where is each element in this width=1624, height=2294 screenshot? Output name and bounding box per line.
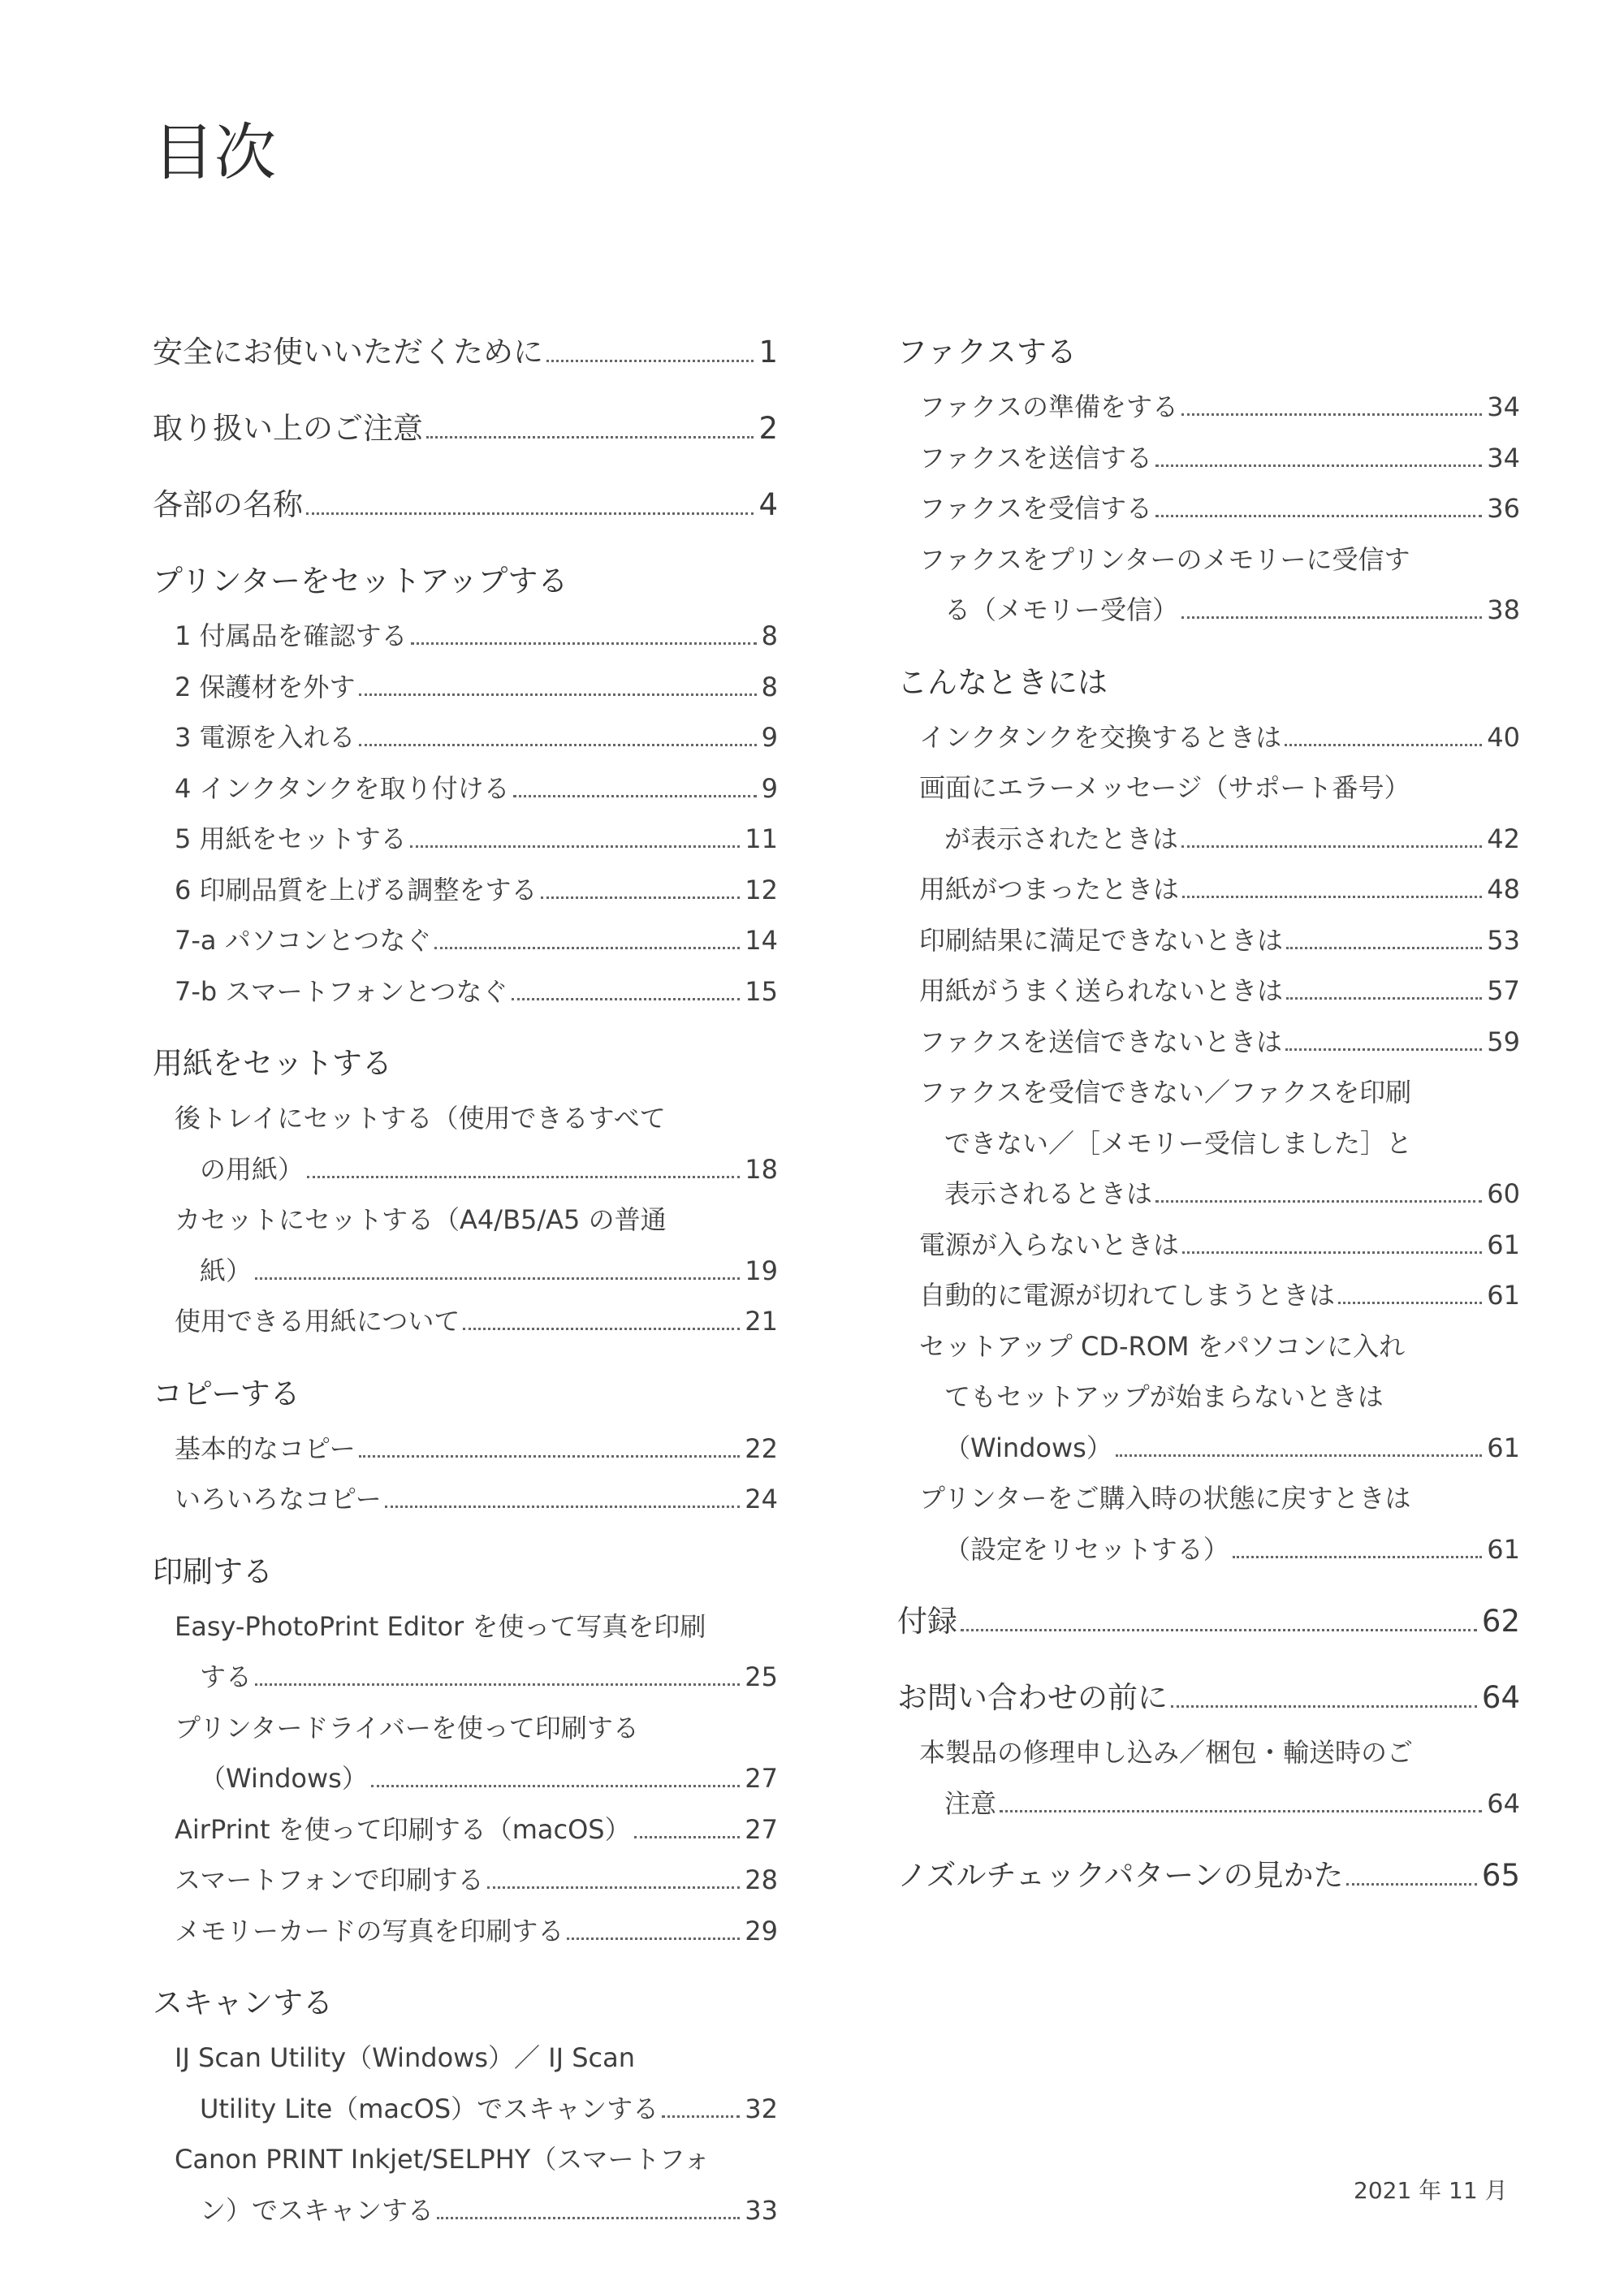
toc-entry-text: ファクスの準備をする [919, 391, 1179, 422]
dot-leader [359, 693, 757, 696]
toc-top-entry[interactable] [153, 323, 778, 382]
toc-entry-line [153, 2185, 778, 2236]
section-heading [153, 1543, 778, 1601]
toc-top-entry[interactable] [897, 1592, 1520, 1651]
toc-entry-text: ファクスを受信できない／ファクスを印刷 [919, 1077, 1412, 1108]
dot-leader [634, 1836, 741, 1838]
toc-entry-text: 取り扱い上のご注意 [153, 411, 423, 446]
toc-entry-line [897, 1270, 1520, 1321]
dot-leader [541, 896, 741, 899]
toc-entry-text: インクタンクを交換するときは [919, 721, 1282, 753]
toc-entry-line [897, 966, 1520, 1017]
toc-entry-line [153, 611, 778, 662]
toc-entry-text: 本製品の修理申し込み／梱包・輸送時のご [919, 1737, 1414, 1768]
page-number: 59 [1487, 1026, 1520, 1057]
toc-entry[interactable] [153, 2134, 778, 2236]
toc-entry-line [153, 1093, 778, 1144]
section-heading-text: 印刷する [153, 1553, 273, 1589]
toc-entry-text: 3 電源を入れる [175, 722, 356, 753]
toc-entry[interactable] [897, 1321, 1520, 1474]
page-number: 57 [1487, 975, 1520, 1006]
toc-entry[interactable] [153, 1906, 778, 1957]
toc-entry-text: 表示されるときは [944, 1178, 1153, 1209]
toc-entry-line [897, 1017, 1520, 1068]
toc-section [153, 1035, 778, 1347]
toc-entry-text: 付録 [897, 1604, 957, 1639]
toc-entry-line [153, 1144, 778, 1195]
dot-leader [1286, 997, 1482, 1000]
section-heading-text: コピーする [153, 1376, 300, 1411]
page-number: 1 [758, 335, 778, 369]
dot-leader [1155, 515, 1482, 517]
toc-entry-line [897, 712, 1520, 763]
toc-entry-text: 安全にお使いいただくために [153, 335, 543, 369]
dot-leader [1233, 1556, 1483, 1558]
page-number: 42 [1487, 823, 1520, 854]
dot-leader [1286, 947, 1482, 949]
page-number: 60 [1487, 1178, 1520, 1209]
page-number: 27 [745, 1763, 778, 1794]
toc-entry-text: ノズルチェックパターンの見かた [897, 1858, 1344, 1893]
toc-entry-line [897, 1169, 1520, 1220]
toc-section [897, 323, 1520, 636]
toc-entry-line [153, 1703, 778, 1754]
toc-entry-line [897, 763, 1520, 814]
toc-entry-line [153, 2033, 778, 2084]
section-heading-text: 用紙をセットする [153, 1046, 392, 1081]
toc-section [897, 1592, 1520, 1651]
page-number: 8 [761, 671, 778, 702]
toc-entry[interactable] [153, 1703, 778, 1804]
toc-section [897, 654, 1520, 1575]
toc-entry-line [153, 966, 778, 1017]
dot-leader [1182, 1251, 1482, 1254]
toc-entry-text: が表示されたときは [944, 823, 1179, 854]
dot-leader [1285, 1048, 1482, 1051]
section-heading-text: こんなときには [897, 664, 1108, 700]
dot-leader [1285, 744, 1482, 746]
toc-entry[interactable] [897, 712, 1520, 763]
toc-entry-line [153, 865, 778, 916]
toc-entry-text: ファクスを受信する [919, 493, 1153, 524]
toc-entry[interactable] [153, 611, 778, 662]
toc-entry[interactable] [153, 1093, 778, 1195]
toc-entry-text: お問い合わせの前に [897, 1680, 1168, 1715]
toc-entry-text: 後トレイにセットする（使用できるすべて [175, 1103, 666, 1134]
toc-entry-text: セットアップ CD-ROM をパソコンに入れ [919, 1330, 1406, 1362]
page-number: 12 [745, 874, 778, 905]
toc-entry-line [153, 1195, 778, 1246]
page-number: 64 [1481, 1680, 1520, 1715]
toc-entry[interactable] [153, 763, 778, 814]
dot-leader [546, 360, 754, 362]
dot-leader [513, 795, 757, 797]
dot-leader [411, 642, 757, 645]
toc-entry[interactable] [897, 763, 1520, 864]
toc-entry[interactable] [897, 1473, 1520, 1575]
dot-leader [1181, 845, 1482, 848]
toc-entry-text: 用紙がうまく送られないときは [919, 975, 1284, 1006]
toc-top-entry[interactable] [897, 1847, 1520, 1905]
toc-entry-text: 各部の名称 [153, 487, 303, 522]
toc-section [153, 552, 778, 1017]
toc-entry-text: 5 用紙をセットする [175, 823, 407, 854]
toc-entry[interactable] [153, 2033, 778, 2134]
toc-entry-line [897, 814, 1520, 865]
toc-entry[interactable] [153, 1601, 778, 1703]
toc-entry-text: 1 付属品を確認する [175, 620, 408, 651]
page-number: 48 [1487, 874, 1520, 905]
toc-entry-line [897, 534, 1520, 585]
toc-entry-text: ファクスをプリンターのメモリーに受信す [919, 543, 1410, 575]
toc-entry-line [897, 915, 1520, 966]
dot-leader [1181, 413, 1482, 416]
section-heading [153, 1365, 778, 1423]
publication-date: 2021 年 11 月 [1354, 2177, 1508, 2204]
toc-entry[interactable] [153, 662, 778, 713]
toc-entry-text: 基本的なコピー [175, 1432, 356, 1464]
page-number: 33 [745, 2194, 778, 2226]
toc-entry[interactable] [897, 382, 1520, 433]
page-number: 25 [745, 1661, 778, 1692]
page-number: 28 [745, 1864, 778, 1895]
dot-leader [487, 1886, 740, 1889]
toc-entry-text: する [200, 1661, 253, 1692]
page-number: 11 [745, 823, 778, 854]
toc-entry-text: 2 保護材を外す [175, 671, 356, 702]
toc-section [153, 1974, 778, 2236]
toc-entry-line [153, 763, 778, 814]
toc-entry[interactable] [897, 1017, 1520, 1068]
toc-entry-line [897, 1524, 1520, 1575]
page-number: 34 [1487, 391, 1520, 422]
page-number: 64 [1487, 1787, 1520, 1819]
dot-leader [255, 1683, 740, 1686]
page-number: 24 [745, 1484, 778, 1514]
toc-entry-text: 使用できる用紙について [175, 1306, 460, 1337]
toc-entry-line [897, 1727, 1520, 1778]
toc-entry-text: AirPrint を使って印刷する（macOS） [175, 1813, 631, 1845]
toc-entry-text: （Windows） [944, 1432, 1112, 1463]
toc-entry-text: カセットにセットする（A4/B5/A5 の普通 [175, 1204, 667, 1235]
toc-entry[interactable] [153, 966, 778, 1017]
toc-entry-text: 印刷結果に満足できないときは [919, 924, 1284, 956]
toc-entry[interactable] [153, 865, 778, 916]
toc-entry-text: プリンターをご購入時の状態に戻すときは [919, 1483, 1411, 1514]
toc-entry-line [153, 1855, 778, 1906]
toc-entry-text: 7-a パソコンとつなぐ [175, 925, 432, 956]
toc-entry-text: 画面にエラーメッセージ（サポート番号） [919, 772, 1410, 803]
toc-entry-text: Easy-PhotoPrint Editor を使って写真を印刷 [175, 1610, 706, 1642]
toc-entry-text: ファクスを送信できないときは [919, 1026, 1283, 1057]
page-number: 2 [758, 411, 778, 446]
toc-entry[interactable] [153, 1474, 778, 1525]
toc-entry-line [153, 712, 778, 763]
toc-entry-line [897, 1118, 1520, 1169]
toc-entry-text: の用紙） [200, 1153, 304, 1185]
page-number: 61 [1487, 1432, 1520, 1463]
toc-entry[interactable] [897, 915, 1520, 966]
toc-entry-line [153, 1652, 778, 1703]
toc-entry-text: 4 インクタンクを取り付ける [175, 772, 510, 804]
section-heading [897, 323, 1520, 382]
dot-leader [307, 1176, 740, 1178]
toc-entry-text: 自動的に電源が切れてしまうときは [919, 1280, 1336, 1311]
page-number: 61 [1487, 1229, 1520, 1260]
toc-entry-line [153, 1804, 778, 1856]
toc-entry[interactable] [897, 864, 1520, 915]
toc-entry[interactable] [153, 1855, 778, 1906]
toc-entry[interactable] [897, 433, 1520, 484]
page-number: 61 [1487, 1533, 1520, 1565]
dot-leader [437, 2217, 740, 2219]
toc-entry-text: 電源が入らないときは [919, 1229, 1180, 1260]
dot-leader [1181, 616, 1482, 619]
toc-entry-line [153, 1296, 778, 1347]
toc-entry[interactable] [897, 1067, 1520, 1220]
page-number: 34 [1487, 442, 1520, 473]
section-heading [153, 552, 778, 611]
toc-entry-text: プリンタードライバーを使って印刷する [175, 1712, 639, 1743]
toc-entry-text: （Windows） [200, 1763, 368, 1794]
toc-entry-line [897, 1067, 1520, 1118]
toc-entry-text: る（メモリー受信） [944, 594, 1179, 625]
dot-leader [306, 512, 754, 515]
page-number: 29 [745, 1915, 778, 1946]
page-number: 53 [1487, 924, 1520, 956]
page-number: 32 [745, 2093, 778, 2124]
toc-entry-text: 6 印刷品質を上げる調整をする [175, 874, 538, 905]
page-number: 21 [745, 1306, 778, 1337]
toc-entry-line [897, 1220, 1520, 1271]
page-number: 27 [745, 1813, 778, 1845]
toc-entry-line [153, 814, 778, 865]
dot-leader [567, 1938, 740, 1940]
toc-entry[interactable] [153, 1804, 778, 1856]
dot-leader [359, 1455, 741, 1458]
page-number: 36 [1487, 493, 1520, 524]
page-number: 19 [745, 1255, 778, 1286]
dot-leader [1171, 1705, 1477, 1708]
toc-entry-text: いろいろなコピー [175, 1484, 382, 1514]
toc-entry-text: （設定をリセットする） [944, 1533, 1229, 1565]
dot-leader [463, 1328, 740, 1330]
dot-leader [1338, 1302, 1482, 1304]
toc-entry-line [153, 2084, 778, 2135]
section-heading-text: スキャンする [153, 1985, 333, 2020]
toc-entry-line [153, 1753, 778, 1804]
toc-entry[interactable] [153, 814, 778, 865]
toc-entry-line [897, 433, 1520, 484]
dot-leader [410, 845, 741, 848]
dot-leader [1182, 896, 1482, 898]
dot-leader [512, 998, 741, 1000]
toc-entry[interactable] [897, 483, 1520, 534]
toc-entry[interactable] [897, 534, 1520, 636]
toc-section [153, 323, 778, 382]
dot-leader [385, 1506, 741, 1508]
toc-section [897, 1847, 1520, 1905]
toc-entry-line [897, 1423, 1520, 1474]
toc-entry-line [153, 2134, 778, 2185]
toc-entry[interactable] [153, 915, 778, 966]
toc-section [153, 400, 778, 458]
dot-leader [961, 1629, 1477, 1631]
toc-entry-text: IJ Scan Utility（Windows）／ IJ Scan [175, 2042, 636, 2073]
toc-top-entry[interactable] [153, 476, 778, 534]
section-heading-text: プリンターをセットアップする [153, 564, 568, 598]
toc-entry-line [153, 662, 778, 713]
toc-entry-line [897, 864, 1520, 915]
toc-section [153, 476, 778, 534]
dot-leader [434, 947, 740, 949]
page-number: 14 [745, 925, 778, 956]
page-number: 9 [761, 772, 778, 804]
toc-entry-line [897, 382, 1520, 433]
toc-entry-text: てもセットアップが始まらないときは [944, 1381, 1384, 1412]
page-number: 15 [745, 975, 778, 1007]
dot-leader [426, 436, 754, 438]
toc-entry[interactable] [897, 966, 1520, 1017]
page-title: 目次 [153, 116, 276, 188]
toc-entry[interactable] [153, 712, 778, 763]
page-number: 9 [761, 722, 778, 753]
toc-top-entry[interactable] [153, 400, 778, 458]
toc-entry-line [153, 1246, 778, 1297]
dot-leader [1155, 1200, 1482, 1203]
page-number: 38 [1487, 594, 1520, 625]
toc-entry-line [897, 483, 1520, 534]
section-heading-text: ファクスする [897, 335, 1077, 369]
dot-leader [371, 1785, 740, 1787]
toc-entry-text: Utility Lite（macOS）でスキャンする [200, 2093, 659, 2124]
page-number: 22 [745, 1432, 778, 1464]
toc-entry-line [897, 1473, 1520, 1524]
toc-entry-line [153, 1423, 778, 1475]
toc-entry-text: 7-b スマートフォンとつなぐ [175, 975, 508, 1007]
dot-leader [662, 2115, 740, 2118]
section-heading [153, 1974, 778, 2033]
toc-entry-text: できない／［メモリー受信しました］と [944, 1127, 1413, 1159]
toc-entry[interactable] [897, 1727, 1520, 1829]
toc-section [153, 1365, 778, 1525]
toc-entry-line [897, 1321, 1520, 1372]
dot-leader [359, 744, 757, 746]
toc-entry-text: 注意 [944, 1787, 997, 1819]
toc-entry-line [153, 1474, 778, 1525]
toc-entry-line [897, 1372, 1520, 1423]
toc-entry-line [153, 915, 778, 966]
toc-entry[interactable] [153, 1296, 778, 1347]
toc-top-entry[interactable] [897, 1669, 1520, 1727]
toc-left-column [153, 323, 778, 2253]
section-heading [897, 654, 1520, 712]
page-number: 65 [1481, 1858, 1520, 1893]
dot-leader [1000, 1810, 1482, 1812]
toc-entry[interactable] [897, 1220, 1520, 1271]
page-number: 61 [1487, 1280, 1520, 1311]
dot-leader [1155, 464, 1482, 467]
toc-entry-line [153, 1906, 778, 1957]
toc-entry[interactable] [153, 1195, 778, 1296]
toc-entry-text: Canon PRINT Inkjet/SELPHY（スマートフォ [175, 2144, 710, 2175]
toc-entry-text: スマートフォンで印刷する [175, 1864, 484, 1895]
toc-entry[interactable] [153, 1423, 778, 1475]
toc-entry[interactable] [897, 1270, 1520, 1321]
toc-entry-text: 用紙がつまったときは [919, 874, 1180, 905]
page-number: 62 [1481, 1604, 1520, 1639]
toc-section [153, 1543, 778, 1957]
dot-leader [1116, 1454, 1482, 1457]
toc-section [897, 1669, 1520, 1829]
dot-leader [255, 1277, 740, 1280]
toc-right-column [897, 323, 1520, 1923]
page-number: 18 [745, 1153, 778, 1185]
toc-entry-line [897, 1778, 1520, 1830]
toc-entry-text: ン）でスキャンする [200, 2194, 434, 2226]
page-number: 40 [1487, 721, 1520, 753]
section-heading [153, 1035, 778, 1093]
page-number: 8 [761, 620, 778, 651]
toc-entry-line [897, 585, 1520, 636]
page-number: 4 [758, 487, 778, 522]
dot-leader [1346, 1883, 1476, 1886]
toc-entry-text: 紙） [200, 1255, 253, 1286]
toc-entry-text: ファクスを送信する [919, 442, 1153, 473]
toc-entry-text: メモリーカードの写真を印刷する [175, 1915, 564, 1946]
toc-entry-line [153, 1601, 778, 1652]
